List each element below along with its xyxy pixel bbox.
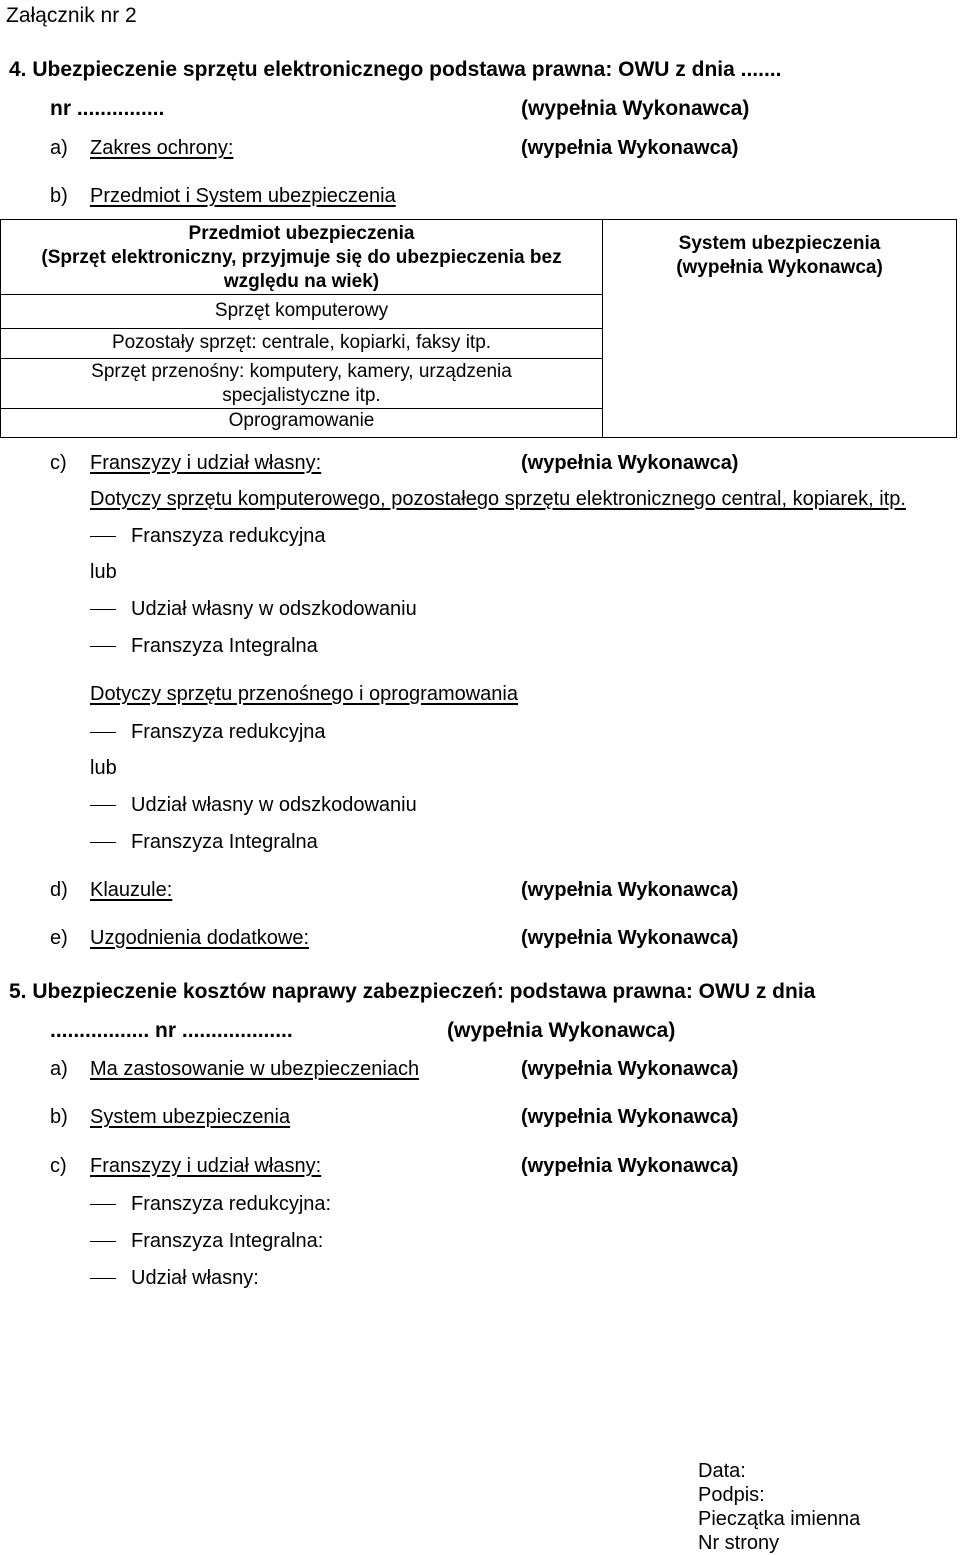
dash-marker bbox=[90, 609, 116, 610]
section-4-filler: (wypełnia Wykonawca) bbox=[521, 97, 750, 120]
s5-item-b-filler: (wypełnia Wykonawca) bbox=[521, 1106, 739, 1128]
s5-item-b-label: System ubezpieczenia bbox=[90, 1106, 291, 1128]
table-row: Sprzęt przenośny: komputery, kamery, urządzenia specjalistyczne itp. bbox=[1, 359, 603, 409]
footer-signature: Podpis: bbox=[698, 1484, 765, 1506]
table-header-right bbox=[603, 220, 957, 438]
insurance-table bbox=[0, 219, 957, 438]
section-4-heading: 4. Ubezpieczenie sprzętu elektronicznego podstawa prawna: OWU z dnia ....... bbox=[9, 58, 782, 81]
table-header-left bbox=[1, 220, 603, 295]
option-own-share: Udział własny w odszkodowaniu bbox=[131, 598, 417, 620]
item-c-label: Franszyzy i udział własny: bbox=[90, 452, 322, 474]
group-2-title: Dotyczy sprzętu przenośnego i oprogramowania bbox=[90, 683, 518, 705]
table-header-right-line: System ubezpieczenia bbox=[678, 233, 881, 254]
s5-item-a-letter: a) bbox=[50, 1058, 68, 1080]
item-d-label: Klauzule: bbox=[90, 879, 173, 901]
dash-marker bbox=[90, 1278, 116, 1279]
s5-item-c-filler: (wypełnia Wykonawca) bbox=[521, 1155, 739, 1177]
dash-marker bbox=[90, 732, 116, 733]
item-b-label: Przedmiot i System ubezpieczenia bbox=[90, 185, 396, 207]
s5-item-b-letter: b) bbox=[50, 1106, 68, 1128]
table-header-left-line: względu na wiek) bbox=[223, 271, 380, 292]
footer-page-number: Nr strony bbox=[698, 1532, 780, 1554]
item-a-letter: a) bbox=[50, 137, 68, 159]
attachment-label: Załącznik nr 2 bbox=[6, 4, 137, 27]
dash-marker bbox=[90, 842, 116, 843]
footer-stamp: Pieczątka imienna bbox=[698, 1508, 861, 1530]
table-row: Pozostały sprzęt: centrale, kopiarki, faksy itp. bbox=[1, 329, 603, 359]
option-reduction: Franszyza redukcyjna bbox=[131, 721, 326, 743]
item-e-label: Uzgodnienia dodatkowe: bbox=[90, 927, 310, 949]
option-or: lub bbox=[90, 561, 117, 583]
item-a-filler: (wypełnia Wykonawca) bbox=[521, 137, 739, 159]
dash-marker bbox=[90, 1241, 116, 1242]
table-row: Sprzęt komputerowy bbox=[1, 295, 603, 329]
option-integral: Franszyza Integralna bbox=[131, 831, 318, 853]
item-c-filler: (wypełnia Wykonawca) bbox=[521, 452, 739, 474]
item-d-letter: d) bbox=[50, 879, 68, 901]
table-header-right-line: (wypełnia Wykonawca) bbox=[676, 257, 883, 278]
section-5-heading-cont: ................. nr ................... bbox=[50, 1019, 293, 1042]
option-or: lub bbox=[90, 757, 117, 779]
s5-item-c-letter: c) bbox=[50, 1155, 67, 1177]
table-header-left-line: (Sprzęt elektroniczny, przyjmuje się do ubezpieczenia bez bbox=[41, 247, 562, 268]
section-5-heading: 5. Ubezpieczenie kosztów naprawy zabezpieczeń: podstawa prawna: OWU z dnia bbox=[9, 980, 816, 1003]
table-header-left-line: Przedmiot ubezpieczenia bbox=[188, 223, 415, 244]
table-row: Oprogramowanie bbox=[1, 409, 603, 438]
option-own-share: Udział własny w odszkodowaniu bbox=[131, 794, 417, 816]
item-e-filler: (wypełnia Wykonawca) bbox=[521, 927, 739, 949]
section-4-heading-cont: nr ............... bbox=[50, 97, 165, 120]
item-c-letter: c) bbox=[50, 452, 67, 474]
item-a-label: Zakres ochrony: bbox=[90, 137, 234, 159]
dash-marker bbox=[90, 805, 116, 806]
option-reduction: Franszyza redukcyjna bbox=[131, 525, 326, 547]
section-5-filler: (wypełnia Wykonawca) bbox=[447, 1019, 676, 1042]
s5-option-reduction: Franszyza redukcyjna: bbox=[131, 1193, 332, 1215]
item-b-letter: b) bbox=[50, 185, 68, 207]
item-d-filler: (wypełnia Wykonawca) bbox=[521, 879, 739, 901]
s5-item-a-filler: (wypełnia Wykonawca) bbox=[521, 1058, 739, 1080]
s5-option-own-share: Udział własny: bbox=[131, 1267, 259, 1289]
group-1-title: Dotyczy sprzętu komputerowego, pozostałego sprzętu elektronicznego central, kopiarek, itp. bbox=[90, 488, 906, 510]
option-integral: Franszyza Integralna bbox=[131, 635, 318, 657]
dash-marker bbox=[90, 1204, 116, 1205]
item-e-letter: e) bbox=[50, 927, 68, 949]
s5-option-integral: Franszyza Integralna: bbox=[131, 1230, 324, 1252]
dash-marker bbox=[90, 646, 116, 647]
s5-item-c-label: Franszyzy i udział własny: bbox=[90, 1155, 322, 1177]
dash-marker bbox=[90, 536, 116, 537]
s5-item-a-label: Ma zastosowanie w ubezpieczeniach bbox=[90, 1058, 420, 1080]
footer-date: Data: bbox=[698, 1460, 746, 1482]
